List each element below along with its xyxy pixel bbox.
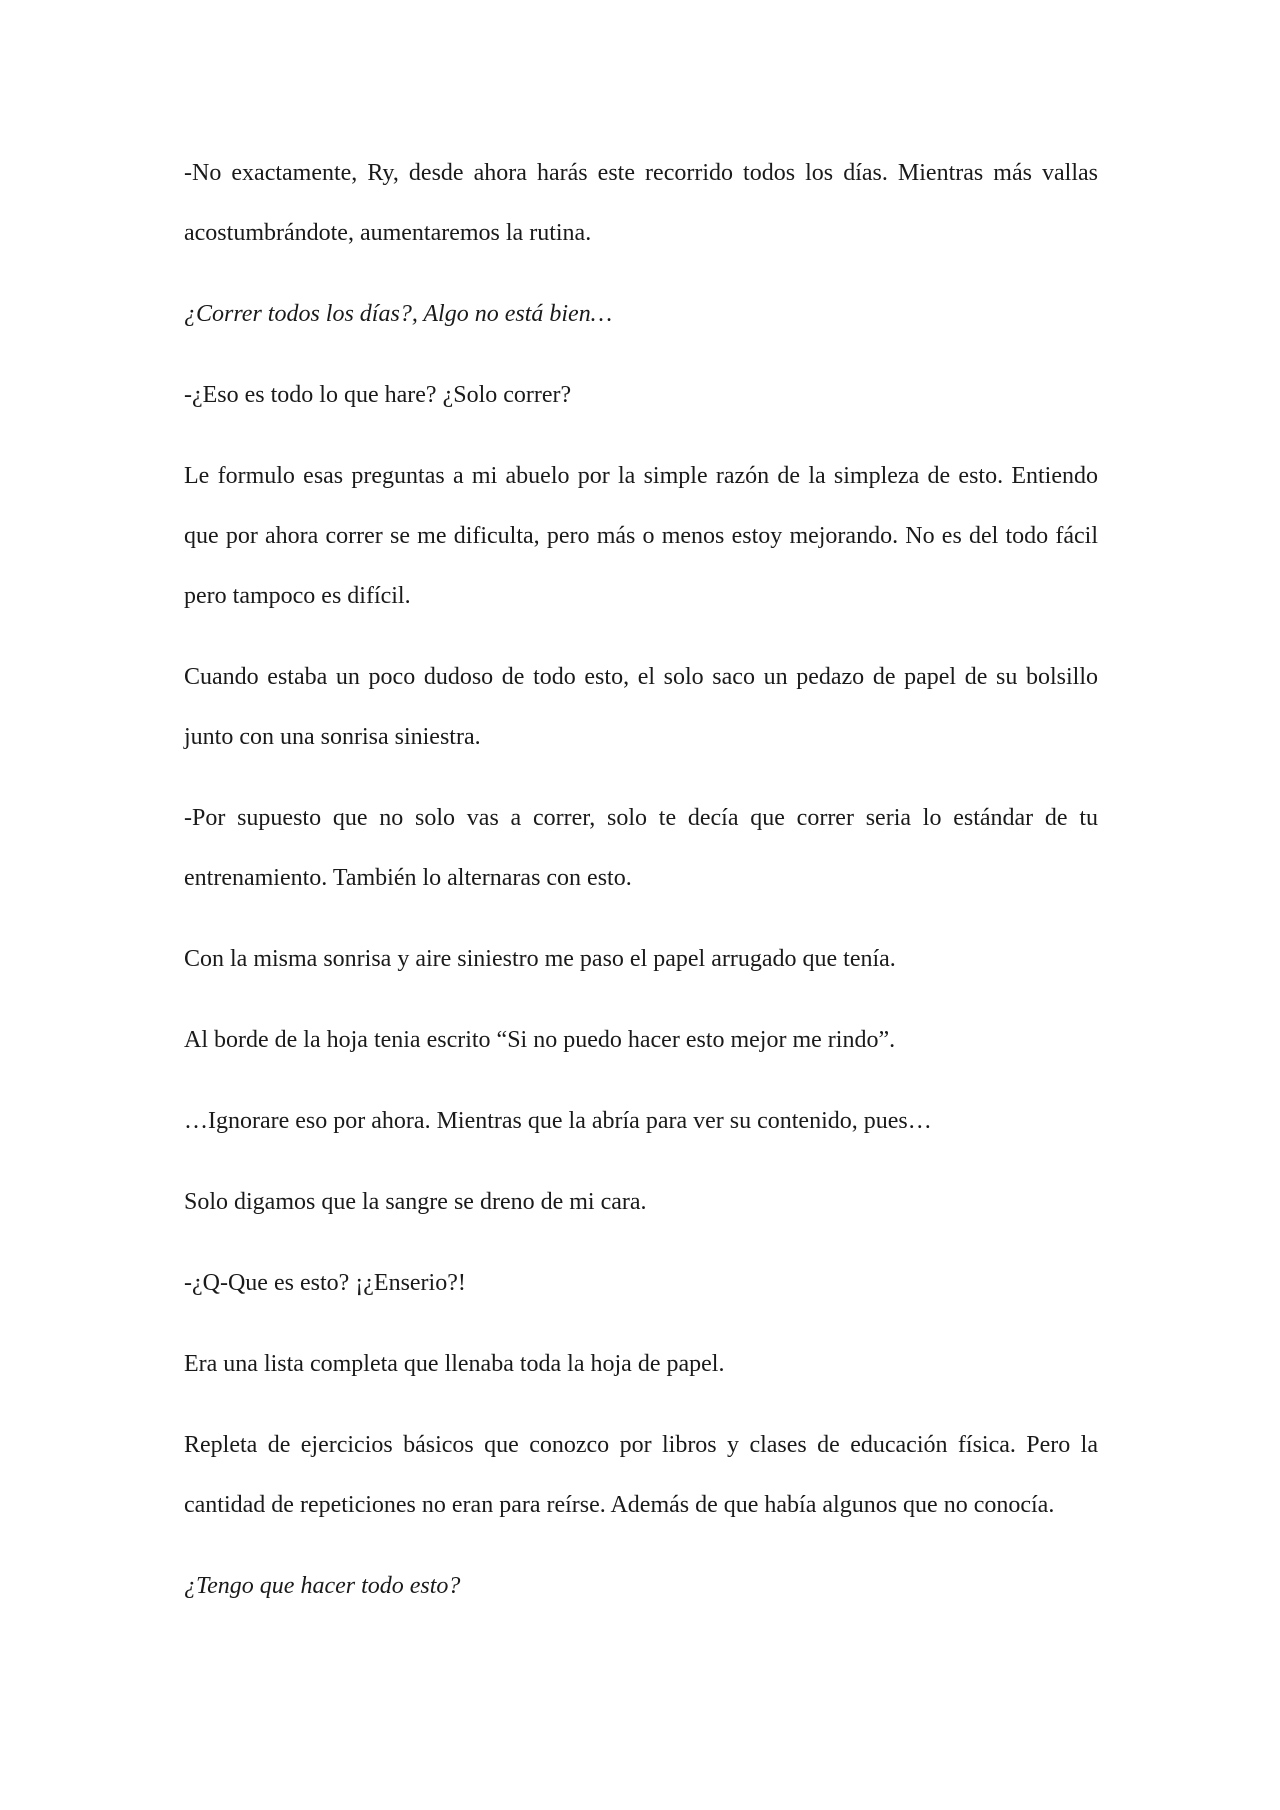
paragraph-9: …Ignorare eso por ahora. Mientras que la abría para ver su contenido, pues…: [184, 1108, 932, 1134]
paragraph-3: -¿Eso es todo lo que hare? ¿Solo correr?: [184, 382, 572, 408]
paragraph-12: Era una lista completa que llenaba toda la hoja de papel.: [184, 1351, 725, 1377]
paragraph-14-thought: ¿Tengo que hacer todo esto?: [184, 1573, 461, 1599]
paragraph-2-thought: ¿Correr todos los días?, Algo no está bien…: [184, 301, 613, 327]
paragraph-10: Solo digamos que la sangre se dreno de mi cara.: [184, 1189, 647, 1215]
paragraph-13: Repleta de ejercicios básicos que conozco por libros y clases de educación física. Pero la cantidad de repeticiones no eran para reírse. Además de que había algunos que no conocía.: [184, 1432, 1098, 1518]
paragraph-7: Con la misma sonrisa y aire siniestro me paso el papel arrugado que tenía.: [184, 946, 896, 972]
paragraph-5: Cuando estaba un poco dudoso de todo esto, el solo saco un pedazo de papel de su bolsillo junto con una sonrisa siniestra.: [184, 664, 1098, 750]
paragraph-1: -No exactamente, Ry, desde ahora harás este recorrido todos los días. Mientras más vallas acostumbrándote, aumentaremos la rutina.: [184, 160, 1098, 246]
paragraph-8: Al borde de la hoja tenia escrito “Si no puedo hacer esto mejor me rindo”.: [184, 1027, 896, 1053]
paragraph-6: -Por supuesto que no solo vas a correr, solo te decía que correr seria lo estándar de tu entrenamiento. También lo alternaras con esto.: [184, 805, 1098, 891]
paragraph-4: Le formulo esas preguntas a mi abuelo por la simple razón de la simpleza de esto. Entiendo que por ahora correr se me dificulta, pero más o menos estoy mejorando. No es del todo fácil pero tampoco es difícil.: [184, 463, 1098, 609]
paragraph-11: -¿Q-Que es esto? ¡¿Enserio?!: [184, 1270, 466, 1296]
document-body: [184, 143, 1098, 1637]
